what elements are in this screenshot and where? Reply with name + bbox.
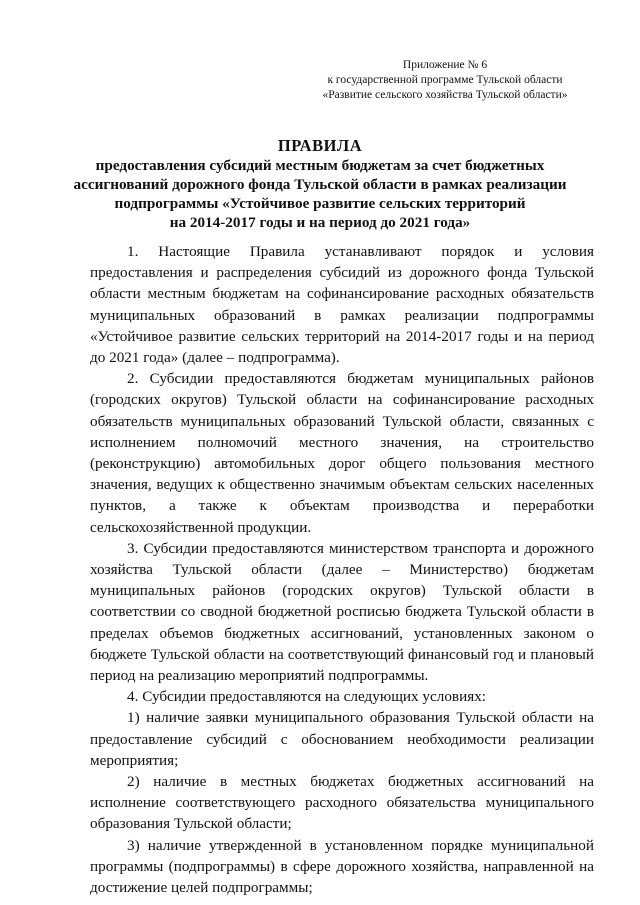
title-main: ПРАВИЛА bbox=[277, 136, 363, 155]
paragraph-1: 1. Настоящие Правила устанавливают порядок и условия предоставления и распределения субсидий из дорожного фонда Тульской области местным бюджетам на софинансирование расходных обязательств муниципальных образований в рамках реализации подпрограммы «Устойчивое развитие сельских территорий на 2014-2017 годы и на период до 2021 года» (далее – подпрограмма). bbox=[90, 243, 594, 367]
condition-3: 3) наличие утвержденной в установленном порядке муниципальной программы (подпрограммы) в сфере дорожного хозяйства, направленной на достижение целей подпрограммы; bbox=[90, 836, 594, 897]
appendix-number: Приложение № 6 bbox=[402, 59, 488, 71]
appendix-program-ref: к государственной программе Тульской области bbox=[327, 74, 563, 86]
title-line-3: подпрограммы «Устойчивое развитие сельских территорий bbox=[114, 195, 526, 212]
condition-1: 1) наличие заявки муниципального образования Тульской области на предоставление субсидий с обоснованием необходимости реализации мероприятия; bbox=[90, 709, 594, 769]
document-body bbox=[90, 241, 594, 898]
paragraph-3: 3. Субсидии предоставляются министерством транспорта и дорожного хозяйства Тульской области (далее – Министерство) бюджетам муниципальных районов (городских округов) Тульской области в соответствии со сводной бюджетной росписью бюджета Тульской области в пределах объемов бюджетных ассигнований, установленных законом о бюджете Тульской области на соответствующий финансовый год и плановый период на реализацию мероприятий подпрограммы. bbox=[90, 539, 594, 685]
title-line-1: предоставления субсидий местным бюджетам за счет бюджетных bbox=[95, 157, 545, 174]
paragraph-4: 4. Субсидии предоставляются на следующих условиях: bbox=[127, 688, 487, 706]
paragraph-2: 2. Субсидии предоставляются бюджетам муниципальных районов (городских округов) Тульской области на софинансирование расходных обязательств муниципальных образований Тульской области, связанных с исполнением полномочий местного значения, на строительство (реконструкцию) автомобильных дорог общего пользования местного значения, ведущих к общественно значимым объектам сельских населенных пунктов, а также к объектам производства и переработки сельскохозяйственной продукции. bbox=[90, 370, 594, 536]
appendix-program-name: «Развитие сельского хозяйства Тульской области» bbox=[322, 89, 568, 101]
document-title bbox=[70, 136, 570, 232]
condition-2: 2) наличие в местных бюджетах бюджетных ассигнований на исполнение соответствующего расходного обязательства муниципального образования Тульской области; bbox=[90, 773, 594, 833]
title-line-2: ассигнований дорожного фонда Тульской области в рамках реализации bbox=[73, 176, 567, 193]
appendix-header bbox=[300, 58, 590, 103]
title-line-4: на 2014-2017 годы и на период до 2021 года» bbox=[169, 214, 471, 231]
